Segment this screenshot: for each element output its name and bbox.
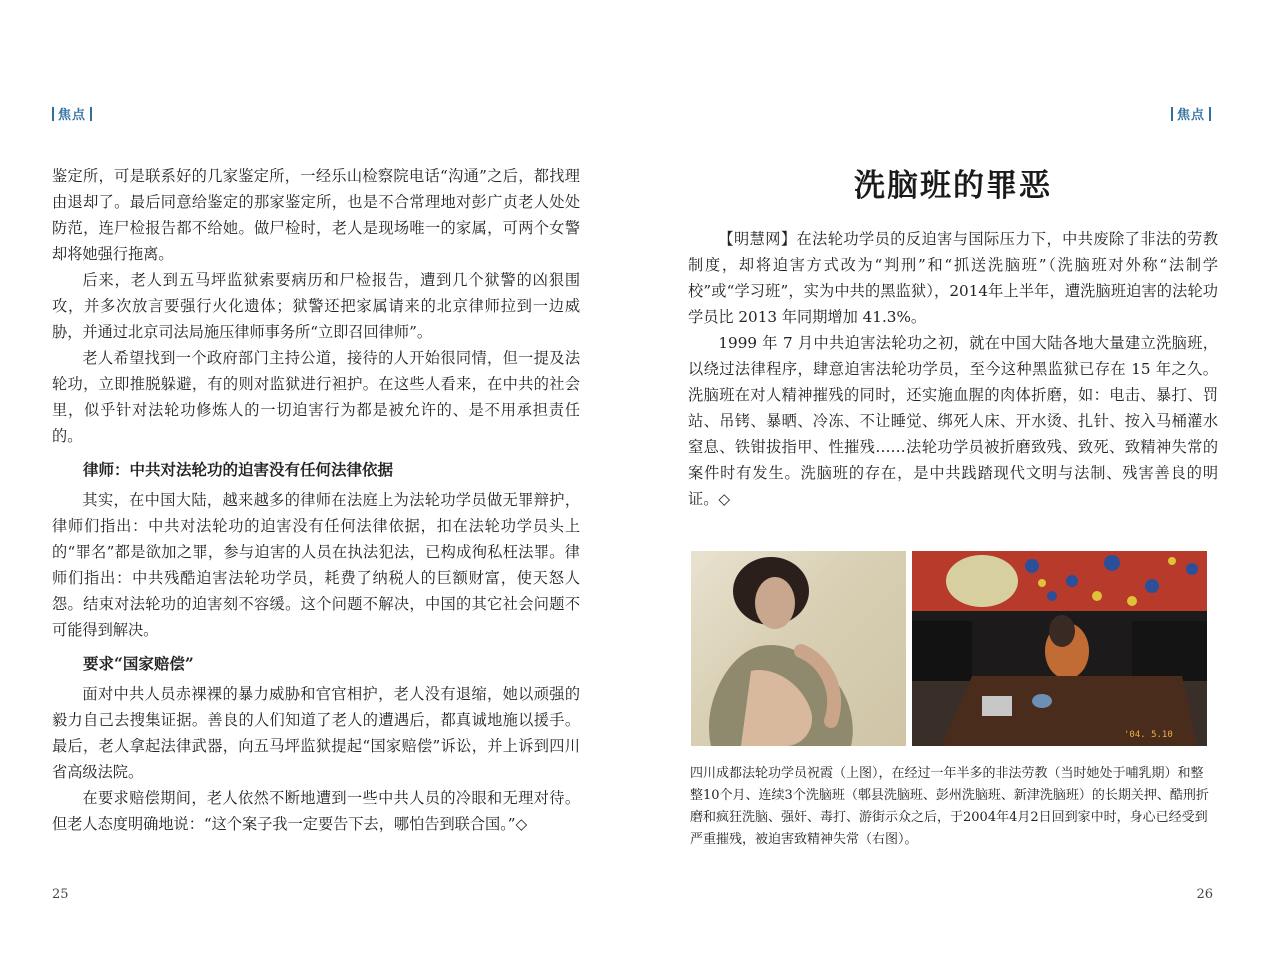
paragraph: 【明慧网】在法轮功学员的反迫害与国际压力下，中共废除了非法的劳教制度，却将迫害方式改为“判刑”和“抓送洗脑班”（洗脑班对外称“法制学校”或“学习班”，实为中共的黑监狱），2014年上半年，遭洗脑班迫害的法轮功学员比 2013 年同期增加 41.3%。: [688, 230, 1218, 326]
photo-date-stamp: '04. 5.10: [1124, 730, 1173, 740]
subheading: 要求“国家赔偿”: [83, 654, 194, 673]
tag-bar-icon: [90, 107, 92, 121]
paragraph: 老人希望找到一个政府部门主持公道，接待的人开始很同情，但一提及法轮功，立即推脱躲避，有的则对监狱进行袒护。在这些人看来，在中共的社会里，似乎针对法轮功修炼人的一切迫害行为都是被允许的、是不用承担责任的。: [52, 349, 580, 445]
paragraph: 在要求赔偿期间，老人依然不断地遭到一些中共人员的冷眼和无理对待。但老人态度明确地说：“这个案子我一定要告下去，哪怕告到联合国。”◇: [52, 789, 580, 833]
left-page: [0, 0, 632, 978]
section-tag-label: 焦点: [58, 108, 87, 123]
portrait-photo-graphic: [691, 551, 906, 746]
paragraph: 面对中共人员赤裸裸的暴力威胁和官官相护，老人没有退缩，她以顽强的毅力自己去搜集证据。善良的人们知道了老人的遭遇后，都真诚地施以援手。最后，老人拿起法律武器，向五马坪监狱提起“国家赔偿”诉讼，并上诉到四川省高级法院。: [52, 685, 580, 781]
tag-bar-icon: [1209, 107, 1211, 121]
indoor-photo: [912, 551, 1207, 746]
paragraph: 其实，在中国大陆，越来越多的律师在法庭上为法轮功学员做无罪辩护，律师们指出：中共对法轮功的迫害没有任何法律依据，扣在法轮功学员头上的“罪名”都是欲加之罪，参与迫害的人员在执法犯法，已构成徇私枉法罪。律师们指出：中共残酷迫害法轮功学员，耗费了纳税人的巨额财富，使天怒人怨。结束对法轮功的迫害刻不容缓。这个问题不解决，中国的其它社会问题不可能得到解决。: [52, 491, 580, 639]
page-number: 25: [52, 887, 69, 902]
paragraph: 鉴定所，可是联系好的几家鉴定所，一经乐山检察院电话“沟通”之后，都找理由退却了。最后同意给鉴定的那家鉴定所，也是不合常理地对彭广贞老人处处防范，连尸检报告都不给她。做尸检时，老人是现场唯一的家属，可两个女警却将她强行拖离。: [52, 167, 580, 263]
indoor-photo-graphic: [912, 551, 1207, 746]
paragraph: 1999 年 7 月中共迫害法轮功之初，就在中国大陆各地大量建立洗脑班，以绕过法律程序，肆意迫害法轮功学员，至今这种黑监狱已存在 15 年之久。洗脑班在对人精神摧残的同时，还实施血腥的肉体折磨，如：电击、暴打、罚站、吊铐、暴晒、冷冻、不让睡觉、绑死人床、开水烫、扎针、按入马桶灌水窒息、铁钳拔指甲、性摧残……法轮功学员被折磨致残、致死、致精神失常的案件时有发生。洗脑班的存在，是中共践踏现代文明与法制、残害善良的明证。◇: [688, 334, 1218, 508]
page-number: 26: [1196, 887, 1213, 902]
right-body: [688, 226, 1218, 512]
portrait-photo: [691, 551, 906, 746]
section-tag-label: 焦点: [1176, 108, 1205, 123]
tag-bar-icon: [1171, 107, 1173, 121]
photo-caption: 四川成都法轮功学员祝霞（上图），在经过一年半多的非法劳教（当时她处于哺乳期）和整整10个月、连续3个洗脑班（郫县洗脑班、彭州洗脑班、新津洗脑班）的长期关押、酷刑折磨和疯狂洗脑、强奸、毒打、游街示众之后，于2004年4月2日回到家中时，身心已经受到严重摧残，被迫害致精神失常（右图）。: [690, 766, 1209, 847]
paragraph: 后来，老人到五马坪监狱索要病历和尸检报告，遭到几个狱警的凶狠围攻，并多次放言要强行火化遗体；狱警还把家属请来的北京律师拉到一边威胁，并通过北京司法局施压律师事务所“立即召回律师”。: [52, 271, 580, 341]
subheading: 律师：中共对法轮功的迫害没有任何法律依据: [83, 460, 394, 479]
section-tag-right: [1167, 104, 1215, 123]
tag-bar-icon: [52, 107, 54, 121]
section-tag-left: [48, 104, 96, 123]
article-title: 洗脑班的罪恶: [854, 168, 1052, 204]
left-body: [52, 163, 580, 837]
right-page: [632, 0, 1265, 978]
